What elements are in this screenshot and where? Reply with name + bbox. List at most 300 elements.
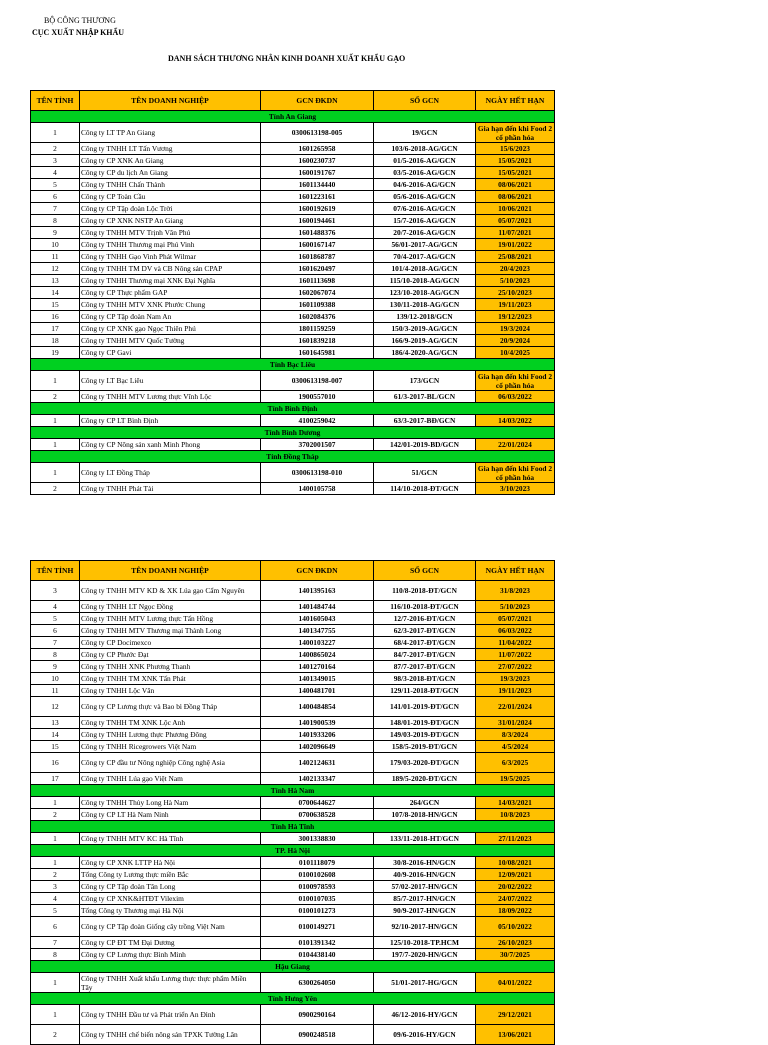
row-index: 7 — [31, 637, 80, 649]
certificate-number: 173/GCN — [374, 371, 476, 391]
row-index: 6 — [31, 191, 80, 203]
expiry-col-header: NGÀY HẾT HẠN — [476, 91, 555, 111]
table-row — [31, 833, 555, 845]
certificate-number: 87/7-2017-ĐT/GCN — [374, 661, 476, 673]
row-index: 13 — [31, 717, 80, 729]
certificate-col-header: SỐ GCN — [374, 561, 476, 581]
expiry-date: 19/11/2023 — [476, 299, 555, 311]
certificate-number: 148/01-2019-ĐT/GCN — [374, 717, 476, 729]
row-index: 1 — [31, 439, 80, 451]
expiry-date: 11/04/2022 — [476, 637, 555, 649]
business-reg-col-header: GCN ĐKDN — [261, 561, 374, 581]
company-name: Công ty CP ĐT TM Đại Dương — [80, 937, 261, 949]
row-index: 4 — [31, 601, 80, 613]
expiry-date: 27/07/2022 — [476, 661, 555, 673]
expiry-date: 19/11/2023 — [476, 685, 555, 697]
company-name: Tổng Công ty Thương mại Hà Nội — [80, 905, 261, 917]
business-reg-number: 1600230737 — [261, 155, 374, 167]
row-index: 1 — [31, 463, 80, 483]
ministry-name: BỘ CÔNG THƯƠNG — [44, 16, 116, 25]
row-index: 1 — [31, 415, 80, 427]
expiry-date: 26/10/2023 — [476, 937, 555, 949]
business-reg-number: 1402133347 — [261, 773, 374, 785]
company-name: Công ty CP XNK gạo Ngọc Thiên Phú — [80, 323, 261, 335]
company-name: Công ty TNHH Gạo Vinh Phát Wilmar — [80, 251, 261, 263]
certificate-number: 56/01-2017-AG/GCN — [374, 239, 476, 251]
company-name: Công ty CP du lịch An Giang — [80, 167, 261, 179]
table-row — [31, 463, 555, 483]
company-name: Công ty LT Đồng Tháp — [80, 463, 261, 483]
expiry-date: 8/3/2024 — [476, 729, 555, 741]
trader-table-2 — [30, 560, 555, 1045]
table-row — [31, 203, 555, 215]
table-row — [31, 613, 555, 625]
company-name: Công ty LT Bạc Liêu — [80, 371, 261, 391]
business-reg-number: 1601113698 — [261, 275, 374, 287]
expiry-date: 05/10/2022 — [476, 917, 555, 937]
expiry-date: 10/8/2023 — [476, 809, 555, 821]
table-row — [31, 299, 555, 311]
business-reg-number: 0300613198-005 — [261, 123, 374, 143]
company-name: Công ty TNHH LT Tấn Vương — [80, 143, 261, 155]
business-reg-number: 1601839218 — [261, 335, 374, 347]
row-index: 12 — [31, 697, 80, 717]
expiry-date: 22/01/2024 — [476, 697, 555, 717]
certificate-number: 84/7-2017-ĐT/GCN — [374, 649, 476, 661]
business-reg-number: 0100107035 — [261, 893, 374, 905]
certificate-number: 51/GCN — [374, 463, 476, 483]
expiry-date: Gia hạn đến khi Food 2 cổ phần hóa — [476, 123, 555, 143]
certificate-number: 186/4-2020-AG/GCN — [374, 347, 476, 359]
company-name: Công ty TNHH MTV XNK Phước Chung — [80, 299, 261, 311]
table-row — [31, 773, 555, 785]
certificate-number: 130/11-2018-AG/GCN — [374, 299, 476, 311]
province-row — [31, 359, 555, 371]
table-row — [31, 167, 555, 179]
certificate-number: 57/02-2017-HN/GCN — [374, 881, 476, 893]
table-row — [31, 415, 555, 427]
row-index: 2 — [31, 391, 80, 403]
row-index: 6 — [31, 917, 80, 937]
company-name: Công ty CP XNK NSTP An Giang — [80, 215, 261, 227]
business-reg-number: 3702001507 — [261, 439, 374, 451]
business-reg-number: 1401605043 — [261, 613, 374, 625]
row-index: 2 — [31, 809, 80, 821]
business-reg-number: 1600191767 — [261, 167, 374, 179]
business-reg-number: 0700644627 — [261, 797, 374, 809]
business-reg-number: 0900290164 — [261, 1005, 374, 1025]
table-row — [31, 881, 555, 893]
business-reg-number: 4100259042 — [261, 415, 374, 427]
business-reg-number: 1601645981 — [261, 347, 374, 359]
table-row — [31, 637, 555, 649]
certificate-number: 40/9-2016-HN/GCN — [374, 869, 476, 881]
table-row — [31, 973, 555, 993]
company-name: Công ty CP Tập đoàn Nam An — [80, 311, 261, 323]
expiry-date: 20/02/2022 — [476, 881, 555, 893]
company-name: Công ty CP Toàn Cầu — [80, 191, 261, 203]
row-index: 3 — [31, 155, 80, 167]
province-row — [31, 785, 555, 797]
expiry-date: 5/10/2023 — [476, 275, 555, 287]
company-col-header: TÊN DOANH NGHIỆP — [80, 561, 261, 581]
certificate-number: 15/7-2016-AG/GCN — [374, 215, 476, 227]
province-row — [31, 427, 555, 439]
company-name: Công ty TNHH XNK Phương Thanh — [80, 661, 261, 673]
business-reg-number: 1400105758 — [261, 483, 374, 495]
certificate-number: 46/12-2016-HY/GCN — [374, 1005, 476, 1025]
table-row — [31, 949, 555, 961]
business-reg-number: 1600192619 — [261, 203, 374, 215]
business-reg-number: 1602084376 — [261, 311, 374, 323]
row-index: 2 — [31, 869, 80, 881]
expiry-date: 10/08/2021 — [476, 857, 555, 869]
table-header-row — [31, 91, 555, 111]
row-index: 4 — [31, 167, 80, 179]
certificate-number: 92/10-2017-HN/GCN — [374, 917, 476, 937]
table-row — [31, 391, 555, 403]
expiry-date: 13/06/2021 — [476, 1025, 555, 1045]
table-row — [31, 191, 555, 203]
table-row — [31, 581, 555, 601]
row-index: 8 — [31, 949, 80, 961]
table-row — [31, 661, 555, 673]
business-reg-number: 0100102608 — [261, 869, 374, 881]
company-col-header: TÊN DOANH NGHIỆP — [80, 91, 261, 111]
table-row — [31, 215, 555, 227]
business-reg-number: 1600194461 — [261, 215, 374, 227]
business-reg-number: 1401270164 — [261, 661, 374, 673]
company-name: Công ty TNHH Phát Tài — [80, 483, 261, 495]
province-name: Tỉnh Hà Tĩnh — [31, 821, 555, 833]
province-row — [31, 451, 555, 463]
company-name: Công ty CP Thực phẩm GAP — [80, 287, 261, 299]
row-index: 9 — [31, 661, 80, 673]
expiry-date: 19/5/2025 — [476, 773, 555, 785]
table-row — [31, 227, 555, 239]
expiry-date: 27/11/2023 — [476, 833, 555, 845]
business-reg-number: 1402124631 — [261, 753, 374, 773]
company-name: Công ty CP Lương thực Bình Minh — [80, 949, 261, 961]
certificate-number: 05/6-2016-AG/GCN — [374, 191, 476, 203]
expiry-date: 06/03/2022 — [476, 391, 555, 403]
certificate-number: 12/7-2016-ĐT/GCN — [374, 613, 476, 625]
row-index: 14 — [31, 729, 80, 741]
expiry-date: 10/06/2021 — [476, 203, 555, 215]
certificate-number: 51/01-2017-HG/GCN — [374, 973, 476, 993]
company-name: Công ty TNHH Ricegrowers Việt Nam — [80, 741, 261, 753]
certificate-col-header: SỐ GCN — [374, 91, 476, 111]
row-index: 3 — [31, 881, 80, 893]
company-name: Công ty CP Phước Đạt — [80, 649, 261, 661]
certificate-number: 68/4-2017-ĐT/GCN — [374, 637, 476, 649]
row-index: 1 — [31, 857, 80, 869]
certificate-number: 139/12-2018/GCN — [374, 311, 476, 323]
company-name: Công ty TNHH Đầu tư và Phát triển An Đình — [80, 1005, 261, 1025]
business-reg-number: 1601868787 — [261, 251, 374, 263]
table-row — [31, 1005, 555, 1025]
table-row — [31, 809, 555, 821]
expiry-date: 20/4/2023 — [476, 263, 555, 275]
table-row — [31, 797, 555, 809]
row-index: 1 — [31, 1005, 80, 1025]
certificate-number: 116/10-2018-ĐT/GCN — [374, 601, 476, 613]
table-row — [31, 729, 555, 741]
province-row — [31, 403, 555, 415]
certificate-number: 179/03-2020-ĐT/GCN — [374, 753, 476, 773]
row-index: 2 — [31, 1025, 80, 1045]
province-name: Tỉnh Bình Dương — [31, 427, 555, 439]
company-name: Công ty TNHH Lương thực Phương Đông — [80, 729, 261, 741]
certificate-number: 90/9-2017-HN/GCN — [374, 905, 476, 917]
business-reg-number: 1400484854 — [261, 697, 374, 717]
table-row — [31, 275, 555, 287]
company-name: Công ty CP Docimexco — [80, 637, 261, 649]
business-reg-number: 1601620497 — [261, 263, 374, 275]
expiry-date: 05/07/2021 — [476, 613, 555, 625]
expiry-date: 25/10/2023 — [476, 287, 555, 299]
expiry-date: Gia hạn đến khi Food 2 cổ phần hóa — [476, 463, 555, 483]
row-index: 17 — [31, 323, 80, 335]
row-index: 9 — [31, 227, 80, 239]
company-name: Công ty CP Gavi — [80, 347, 261, 359]
table-row — [31, 143, 555, 155]
expiry-date: 11/07/2022 — [476, 649, 555, 661]
table-row — [31, 483, 555, 495]
province-row — [31, 845, 555, 857]
expiry-date: 29/12/2021 — [476, 1005, 555, 1025]
company-name: Công ty TNHH Thương mại Phú Vinh — [80, 239, 261, 251]
row-index: 15 — [31, 741, 80, 753]
business-reg-number: 1400865024 — [261, 649, 374, 661]
expiry-date: 08/06/2021 — [476, 191, 555, 203]
business-reg-number: 3001338830 — [261, 833, 374, 845]
row-index: 10 — [31, 239, 80, 251]
table-row — [31, 347, 555, 359]
certificate-number: 98/3-2018-ĐT/GCN — [374, 673, 476, 685]
business-reg-number: 1602067074 — [261, 287, 374, 299]
business-reg-col-header: GCN ĐKDN — [261, 91, 374, 111]
expiry-date: 08/06/2021 — [476, 179, 555, 191]
expiry-date: 19/3/2024 — [476, 323, 555, 335]
company-name: Công ty TNHH Lúa gạo Việt Nam — [80, 773, 261, 785]
company-name: Công ty TNHH TM XNK Tấn Phát — [80, 673, 261, 685]
row-index: 6 — [31, 625, 80, 637]
table-row — [31, 251, 555, 263]
table-row — [31, 123, 555, 143]
company-name: Công ty TNHH MTV Quốc Tường — [80, 335, 261, 347]
business-reg-number: 1601265958 — [261, 143, 374, 155]
company-name: Công ty TNHH MTV Lương thực Tấn Hồng — [80, 613, 261, 625]
company-name: Công ty LT TP An Giang — [80, 123, 261, 143]
certificate-number: 107/8-2018-HN/GCN — [374, 809, 476, 821]
table-row — [31, 263, 555, 275]
expiry-date: 25/08/2021 — [476, 251, 555, 263]
certificate-number: 125/10-2018-TP.HCM — [374, 937, 476, 949]
row-index: 1 — [31, 973, 80, 993]
expiry-date: 19/3/2023 — [476, 673, 555, 685]
table-row — [31, 155, 555, 167]
business-reg-number: 0300613198-010 — [261, 463, 374, 483]
certificate-number: 197/7-2020-HN/GCN — [374, 949, 476, 961]
row-index: 7 — [31, 937, 80, 949]
expiry-date: 4/5/2024 — [476, 741, 555, 753]
company-name: Công ty TNHH Thương mại XNK Đại Nghĩa — [80, 275, 261, 287]
province-row — [31, 821, 555, 833]
business-reg-number: 1601109388 — [261, 299, 374, 311]
table-row — [31, 937, 555, 949]
expiry-date: 05/07/2021 — [476, 215, 555, 227]
certificate-number: 264/GCN — [374, 797, 476, 809]
expiry-date: 04/01/2022 — [476, 973, 555, 993]
table-row — [31, 323, 555, 335]
province-col-header: TÊN TỈNH — [31, 91, 80, 111]
province-name: Tỉnh Đồng Tháp — [31, 451, 555, 463]
row-index: 11 — [31, 251, 80, 263]
business-reg-number: 0101391342 — [261, 937, 374, 949]
company-name: Công ty CP XNK LTTP Hà Nội — [80, 857, 261, 869]
expiry-date: 10/4/2025 — [476, 347, 555, 359]
table-row — [31, 311, 555, 323]
table-row — [31, 741, 555, 753]
company-name: Công ty CP Tập đoàn Lộc Trời — [80, 203, 261, 215]
expiry-date: 12/09/2021 — [476, 869, 555, 881]
business-reg-number: 0100978593 — [261, 881, 374, 893]
company-name: Công ty CP Lương thực và Bao bì Đồng Tháp — [80, 697, 261, 717]
certificate-number: 01/5-2016-AG/GCN — [374, 155, 476, 167]
expiry-date: 06/03/2022 — [476, 625, 555, 637]
row-index: 4 — [31, 893, 80, 905]
table-row — [31, 1025, 555, 1045]
expiry-date: 6/3/2025 — [476, 753, 555, 773]
business-reg-number: 1402096649 — [261, 741, 374, 753]
business-reg-number: 1401349015 — [261, 673, 374, 685]
business-reg-number: 0100149271 — [261, 917, 374, 937]
certificate-number: 62/3-2017-ĐT/GCN — [374, 625, 476, 637]
business-reg-number: 0100101273 — [261, 905, 374, 917]
company-name: Công ty TNHH TM XNK Lộc Anh — [80, 717, 261, 729]
row-index: 18 — [31, 335, 80, 347]
certificate-number: 70/4-2017-AG/GCN — [374, 251, 476, 263]
document-title: DANH SÁCH THƯƠNG NHÂN KINH DOANH XUẤT KHẨU GẠO — [168, 54, 406, 63]
company-name: Công ty TNHH Thủy Long Hà Nam — [80, 797, 261, 809]
expiry-date: 14/03/2021 — [476, 797, 555, 809]
department-name: CỤC XUẤT NHẬP KHẨU — [32, 28, 125, 37]
company-name: Công ty TNHH Lộc Vân — [80, 685, 261, 697]
company-name: Công ty CP đầu tư Nông nghiệp Công nghệ Asia — [80, 753, 261, 773]
business-reg-number: 1600167147 — [261, 239, 374, 251]
company-name: Công ty TNHH Chấn Thành — [80, 179, 261, 191]
row-index: 1 — [31, 797, 80, 809]
certificate-number: 19/GCN — [374, 123, 476, 143]
row-index: 16 — [31, 753, 80, 773]
certificate-number: 03/5-2016-AG/GCN — [374, 167, 476, 179]
certificate-number: 166/9-2019-AG/GCN — [374, 335, 476, 347]
province-name: Tỉnh Hưng Yên — [31, 993, 555, 1005]
row-index: 11 — [31, 685, 80, 697]
expiry-date: 19/12/2023 — [476, 311, 555, 323]
certificate-number: 189/5-2020-ĐT/GCN — [374, 773, 476, 785]
certificate-number: 61/3-2017-BL/GCN — [374, 391, 476, 403]
certificate-number: 150/3-2019-AG/GCN — [374, 323, 476, 335]
company-name: Công ty TNHH TM DV và CB Nông sản CPAP — [80, 263, 261, 275]
business-reg-number: 1401395163 — [261, 581, 374, 601]
company-name: Công ty TNHH LT Ngọc Đồng — [80, 601, 261, 613]
row-index: 12 — [31, 263, 80, 275]
province-name: Hậu Giang — [31, 961, 555, 973]
province-row — [31, 993, 555, 1005]
row-index: 8 — [31, 649, 80, 661]
expiry-date: 5/10/2023 — [476, 601, 555, 613]
row-index: 5 — [31, 613, 80, 625]
certificate-number: 101/4-2018-AG/GCN — [374, 263, 476, 275]
certificate-number: 123/10-2018-AG/GCN — [374, 287, 476, 299]
province-name: Tỉnh Hà Nam — [31, 785, 555, 797]
table-row — [31, 287, 555, 299]
expiry-date: Gia hạn đến khi Food 2 cổ phần hóa — [476, 371, 555, 391]
company-name: Công ty CP XNK&HTĐT Vilexim — [80, 893, 261, 905]
row-index: 7 — [31, 203, 80, 215]
business-reg-number: 1601488376 — [261, 227, 374, 239]
expiry-date: 20/9/2024 — [476, 335, 555, 347]
business-reg-number: 1601223161 — [261, 191, 374, 203]
expiry-date: 31/01/2024 — [476, 717, 555, 729]
certificate-number: 63/3-2017-BĐ/GCN — [374, 415, 476, 427]
row-index: 17 — [31, 773, 80, 785]
company-name: Công ty CP LT Hà Nam Ninh — [80, 809, 261, 821]
business-reg-number: 1401933206 — [261, 729, 374, 741]
certificate-number: 129/11-2018-ĐT/GCN — [374, 685, 476, 697]
expiry-date: 14/03/2022 — [476, 415, 555, 427]
certificate-number: 158/5-2019-ĐT/GCN — [374, 741, 476, 753]
business-reg-number: 1900557010 — [261, 391, 374, 403]
expiry-date: 15/6/2023 — [476, 143, 555, 155]
province-name: Tỉnh An Giang — [31, 111, 555, 123]
certificate-number: 149/03-2019-ĐT/GCN — [374, 729, 476, 741]
row-index: 16 — [31, 311, 80, 323]
table-row — [31, 717, 555, 729]
certificate-number: 142/01-2019-BD/GCN — [374, 439, 476, 451]
expiry-date: 31/8/2023 — [476, 581, 555, 601]
certificate-number: 07/6-2016-AG/GCN — [374, 203, 476, 215]
trader-table-1 — [30, 90, 555, 495]
table-row — [31, 601, 555, 613]
table-row — [31, 649, 555, 661]
business-reg-number: 0300613198-007 — [261, 371, 374, 391]
row-index: 1 — [31, 123, 80, 143]
company-name: Công ty CP XNK An Giang — [80, 155, 261, 167]
expiry-date: 15/05/2021 — [476, 155, 555, 167]
company-name: Công ty TNHH MTV KC Hà Tĩnh — [80, 833, 261, 845]
certificate-number: 141/01-2019-ĐT/GCN — [374, 697, 476, 717]
certificate-number: 103/6-2018-AG/GCN — [374, 143, 476, 155]
table-row — [31, 869, 555, 881]
table-row — [31, 625, 555, 637]
expiry-date: 15/05/2021 — [476, 167, 555, 179]
certificate-number: 133/11-2018-HT/GCN — [374, 833, 476, 845]
row-index: 1 — [31, 371, 80, 391]
certificate-number: 85/7-2017-HN/GCN — [374, 893, 476, 905]
company-name: Công ty TNHH chế biến nông sản TPXK Tường Lân — [80, 1025, 261, 1045]
province-name: Tỉnh Bình Định — [31, 403, 555, 415]
expiry-date: 24/07/2022 — [476, 893, 555, 905]
certificate-number: 04/6-2016-AG/GCN — [374, 179, 476, 191]
table-row — [31, 439, 555, 451]
table-row — [31, 179, 555, 191]
province-name: Tỉnh Bạc Liêu — [31, 359, 555, 371]
certificate-number: 30/8-2016-HN/GCN — [374, 857, 476, 869]
business-reg-number: 1601134440 — [261, 179, 374, 191]
